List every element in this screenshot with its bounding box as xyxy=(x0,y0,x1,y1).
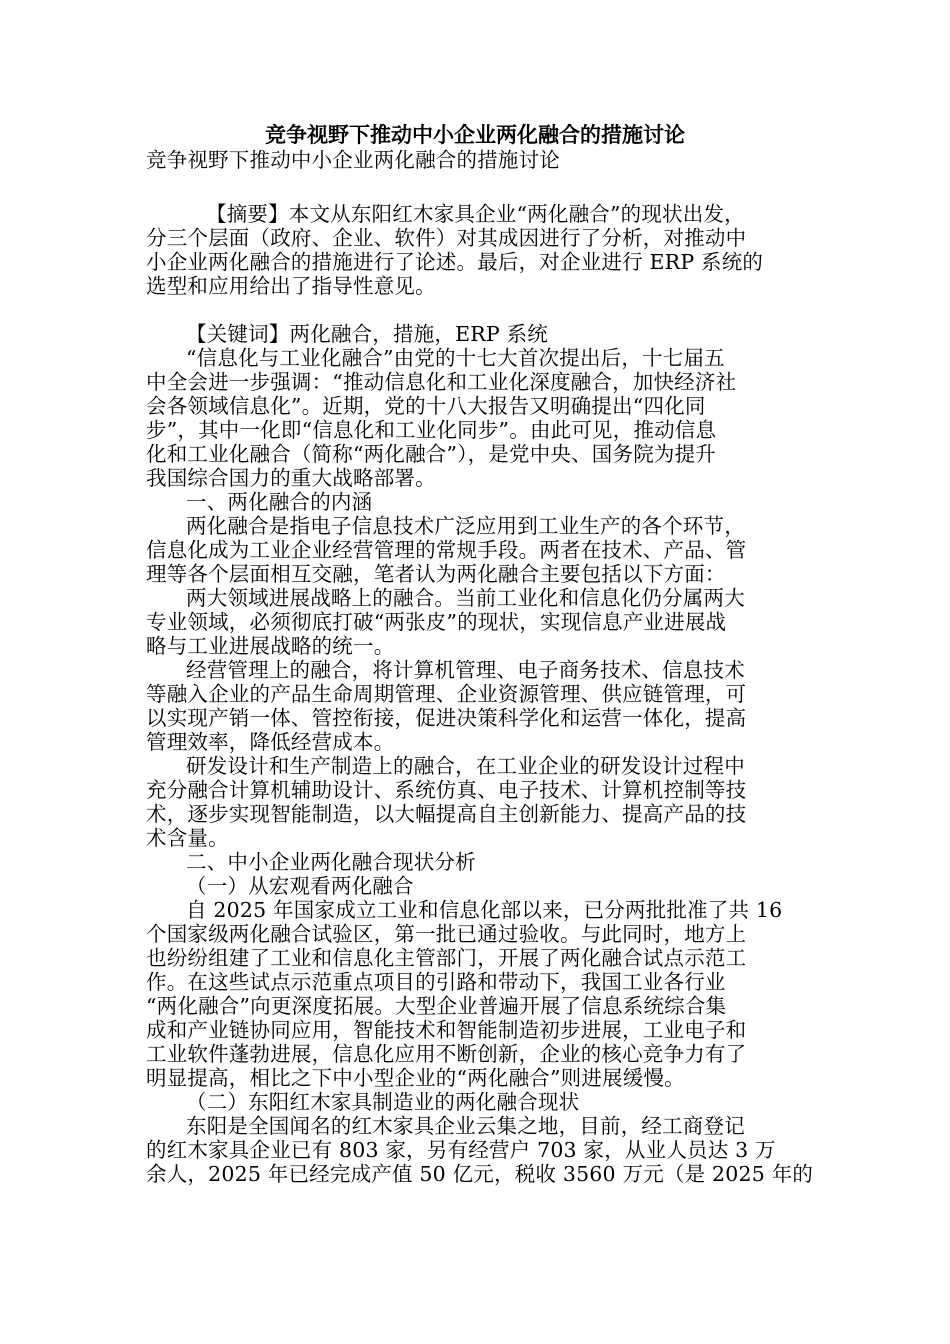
document-title: 竞争视野下推动中小企业两化融合的措施讨论 xyxy=(265,122,685,147)
paragraph-line: 余人，2025 年已经完成产值 50 亿元，税收 3560 万元（是 2025 年的 xyxy=(146,1162,814,1186)
paragraph-line: 两大领域进展战略上的融合。当前工业化和信息化仍分属两大 xyxy=(186,586,745,610)
paragraph-line: “两化融合”向更深度拓展。大型企业普遍开展了信息系统综合集 xyxy=(146,994,727,1018)
paragraph-line: 专业领域，必须彻底打破“两张皮”的现状，实现信息产业进展战 xyxy=(146,610,727,634)
paragraph-line: 研发设计和生产制造上的融合，在工业企业的研发设计过程中 xyxy=(186,754,745,778)
paragraph-line: 术含量。 xyxy=(146,826,229,850)
paragraph-line: 工业软件蓬勃进展，信息化应用不断创新，企业的核心竞争力有了 xyxy=(146,1042,747,1066)
paragraph-line: 中全会进一步强调：“推动信息化和工业化深度融合，加快经济社 xyxy=(146,370,737,394)
paragraph-line: 等融入企业的产品生命周期管理、企业资源管理、供应链管理，可 xyxy=(146,682,747,706)
subsection-heading: （二）东阳红木家具制造业的两化融合现状 xyxy=(186,1090,580,1114)
paragraph-line: 管理效率，降低经营成本。 xyxy=(146,730,395,754)
paragraph-line: 明显提高，相比之下中小型企业的“两化融合”则进展缓慢。 xyxy=(146,1066,685,1090)
abstract-line: 小企业两化融合的措施进行了论述。最后，对企业进行 ERP 系统的 xyxy=(146,250,764,274)
paragraph-line: “信息化与工业化融合”由党的十七大首次提出后，十七届五 xyxy=(186,346,725,370)
paragraph-line: 成和产业链协同应用，智能技术和智能制造初步进展，工业电子和 xyxy=(146,1018,747,1042)
paragraph-line: 步”，其中一化即“信息化和工业化同步”。由此可见，推动信息 xyxy=(146,418,717,442)
paragraph-line: 东阳是全国闻名的红木家具企业云集之地，目前，经工商登记 xyxy=(186,1114,745,1138)
section-heading: 二、中小企业两化融合现状分析 xyxy=(186,850,476,874)
keywords-line: 【关键词】两化融合，措施，ERP 系统 xyxy=(186,322,549,346)
paragraph-line: 经营管理上的融合，将计算机管理、电子商务技术、信息技术 xyxy=(186,658,745,682)
paragraph-line: 术，逐步实现智能制造，以大幅提高自主创新能力、提高产品的技 xyxy=(146,802,747,826)
subtitle-line: 竞争视野下推动中小企业两化融合的措施讨论 xyxy=(146,148,560,172)
paragraph-line: 也纷纷组建了工业和信息化主管部门，开展了两化融合试点示范工 xyxy=(146,946,747,970)
paragraph-line: 化和工业化融合（简称“两化融合”），是党中央、国务院为提升 xyxy=(146,442,717,466)
paragraph-line: 充分融合计算机辅助设计、系统仿真、电子技术、计算机控制等技 xyxy=(146,778,747,802)
subsection-heading: （一）从宏观看两化融合 xyxy=(186,874,414,898)
abstract-line: 选型和应用给出了指导性意见。 xyxy=(146,274,436,298)
paragraph-line: 个国家级两化融合试验区，第一批已通过验收。与此同时，地方上 xyxy=(146,922,747,946)
paragraph-line: 信息化成为工业企业经营管理的常规手段。两者在技术、产品、管 xyxy=(146,538,747,562)
section-heading: 一、两化融合的内涵 xyxy=(186,490,373,514)
paragraph-line: 的红木家具企业已有 803 家，另有经营户 703 家，从业人员达 3 万 xyxy=(146,1138,776,1162)
paragraph-line: 略与工业进展战略的统一。 xyxy=(146,634,395,658)
paragraph-line: 以实现产销一体、管控衔接，促进决策科学化和运营一体化，提高 xyxy=(146,706,747,730)
paragraph-line: 我国综合国力的重大战略部署。 xyxy=(146,466,436,490)
paragraph-line: 理等各个层面相互交融，笔者认为两化融合主要包括以下方面： xyxy=(146,562,726,586)
paragraph-line: 作。在这些试点示范重点项目的引路和带动下，我国工业各行业 xyxy=(146,970,726,994)
paragraph-line: 两化融合是指电子信息技术广泛应用到工业生产的各个环节， xyxy=(186,514,745,538)
abstract-line: 分三个层面（政府、企业、软件）对其成因进行了分析，对推动中 xyxy=(146,226,747,250)
paragraph-line: 自 2025 年国家成立工业和信息化部以来，已分两批批准了共 16 xyxy=(186,898,783,922)
abstract-line: 【摘要】本文从东阳红木家具企业“两化融合”的现状出发， xyxy=(206,202,745,226)
paragraph-line: 会各领域信息化”。近期，党的十八大报告又明确提出“四化同 xyxy=(146,394,706,418)
